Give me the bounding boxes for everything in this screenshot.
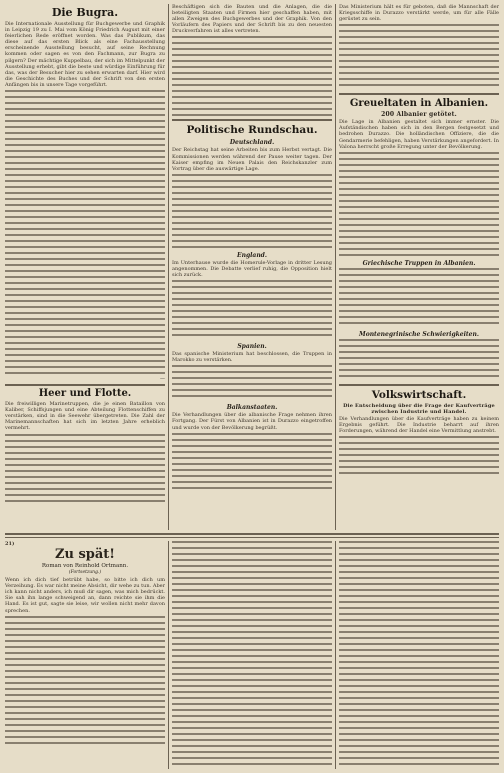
text-column-fill	[5, 90, 165, 375]
feuilleton-divider	[5, 533, 499, 535]
country-body-england: Im Unterhause wurde die Homerule-Vorlage in dritter Lesung angenommen. Die Debatte verlief ruhig, die Opposition hielt sich zurück.	[172, 259, 332, 279]
divider	[339, 384, 499, 386]
serial-column-3	[339, 541, 499, 769]
serial-note: (Fortsetzung.)	[68, 570, 102, 576]
article-body-heer: Die freiwilligen Marinetruppen, die je einen Bataillon von Kaliber, Schiffsjungen und eine Abteilung Flottenschiffen zu verstärken, sind in die Seewehr übergetreten. Die Zahl der Marinemannschaften hat sich im letzten Jahre erheblich vermehrt.	[5, 401, 165, 432]
section-title-volkswirtschaft: Volkswirtschaft.	[371, 388, 467, 401]
text-column-fill	[339, 339, 499, 381]
text-column-fill	[339, 152, 499, 257]
serial-column-1	[5, 541, 165, 769]
country-heading-balkanstaaten: Balkanstaaten.	[226, 404, 278, 412]
column-divider	[168, 4, 169, 530]
article-body-greueltaten: Die Lage in Albanien gestaltet sich immer ernster. Die Aufständischen haben sich in den Bergen festgesetzt und bedrohen Durazzo. Die holländischen Offiziere, die die Gendarmerie befehligen, haben Verstärkungen angefordert. In Valona herrscht große Erregung unter der Bevölkerung.	[339, 119, 499, 150]
divider	[172, 119, 332, 121]
divider	[339, 93, 499, 95]
section-label-montenegro: Montenegrinische Schwierigkeiten.	[359, 330, 479, 338]
text-column-fill	[172, 174, 332, 249]
article-subtitle-volkswirtschaft: Die Entscheidung über die Frage der Kaufverträge zwischen Industrie und Handel.	[343, 402, 495, 415]
article-title-bugra: Die Bugra.	[51, 6, 119, 19]
article-signature: —	[160, 376, 165, 383]
article-body-volkswirtschaft: Die Verhandlungen über die Kaufverträge haben zu keinem Ergebnis geführt. Die Industrie beharrt auf ihren Forderungen, während der Handel eine Vermittlung anstrebt.	[339, 415, 499, 434]
text-column-fill	[5, 434, 165, 504]
text-column-fill	[172, 280, 332, 340]
text-column-fill	[339, 436, 499, 476]
country-body-spanien: Das spanische Ministerium hat beschlossen, die Truppen in Marokko zu verstärken.	[172, 351, 332, 364]
section-title-politische-rundschau: Politische Rundschau.	[186, 124, 318, 137]
country-heading-deutschland: Deutschland.	[229, 139, 275, 147]
text-column-fill	[172, 541, 332, 767]
article-title-heer: Heer und Flotte.	[38, 388, 132, 400]
country-heading-spanien: Spanien.	[237, 343, 267, 351]
country-heading-england: England.	[237, 251, 267, 259]
article-continuation: Beschäftigen sich die Bauten und die Anlagen, die die beteiligten Staaten und Firmen hier geschaffen haben, mit allen Zweigen des Buchgewerbes und der Graphik. Von den Vorläufern des Papiers und der Schrift bis zu den neuesten Druckverfahren ist alles vertreten.	[172, 4, 332, 35]
article-title-greueltaten: Greueltaten in Albanien.	[349, 98, 489, 110]
column-divider	[335, 4, 336, 530]
text-column-fill	[339, 24, 499, 90]
feuilleton-divider	[5, 537, 499, 538]
article-body-bugra: Die Internationale Ausstellung für Buchgewerbe und Graphik in Leipzig 19 zu I. Mai vom König Friedrich August mit einer feierlichen Rede eröffnet worden. Was das Publikum, das diese auf das ersten Blick als eine Fachausstellung erscheinende Ausstellung besucht, auf seine Rechnung kommen oder sagen es von den Fachmann, zur Bugra zu pilgern? Der mächtige Kuppelbau, der sich im Mittelpunkt der Ausstellung erhebt, gibt die beste und würdige Einführung für das, was der Besucher hier zu sehen erwarten darf. Hier wird die Geschichte des Buches und der Schrift von den ersten Anfängen bis in unsere Tage vorgeführt.	[5, 21, 165, 88]
column-3	[339, 4, 499, 530]
column-2	[172, 4, 332, 530]
country-body-balkanstaaten: Die Verhandlungen über die albanische Frage nehmen ihren Fortgang. Der Fürst von Albanien ist in Durazzo eingetroffen und wurde von der Bevölkerung begrüßt.	[172, 412, 332, 431]
text-column-fill	[172, 365, 332, 401]
country-body-deutschland: Der Reichstag hat seine Arbeiten bis zum Herbst vertagt. Die Kommissionen werden während der Pause weiter tagen. Der Kaiser empfing im Neuen Palais den Reichskanzler zum Vortrag über die auswärtige Lage.	[172, 147, 332, 172]
text-column-fill	[339, 541, 499, 767]
column-1	[5, 4, 165, 530]
article-continuation: Das Ministerium hält es für geboten, daß die Mannschaft der Kriegsschiffe in Durazzo verstärkt werde, um für alle Fälle gerüstet zu sein.	[339, 4, 499, 23]
column-divider	[335, 541, 336, 769]
serial-body: Wenn ich dich tief betrübt habe, so bitte ich dich um Verzeihung. Es war nicht meine Absicht, dir wehe zu tun. Aber ich kann nicht anders, ich muß dir sagen, was mich bedrückt. Sie sah ihn lange schweigend an, dann reichte sie ihm die Hand. Es ist gut, sagte sie leise, wir wollen nicht mehr davon sprechen.	[5, 577, 165, 614]
serial-title: Zu spät!	[54, 547, 115, 563]
text-column-fill	[5, 616, 165, 746]
text-column-fill	[339, 268, 499, 328]
text-column-fill	[172, 36, 332, 116]
article-subtitle-greueltaten: 200 Albanier getötet.	[381, 111, 457, 119]
column-divider	[168, 541, 169, 769]
serial-column-2	[172, 541, 332, 769]
serial-author: Roman von Reinhold Ortmann.	[41, 563, 129, 570]
section-label-griechische-truppen: Griechische Truppen in Albanien.	[362, 259, 476, 267]
divider	[5, 384, 165, 386]
serial-number: 21)	[5, 541, 15, 547]
text-column-fill	[172, 433, 332, 493]
